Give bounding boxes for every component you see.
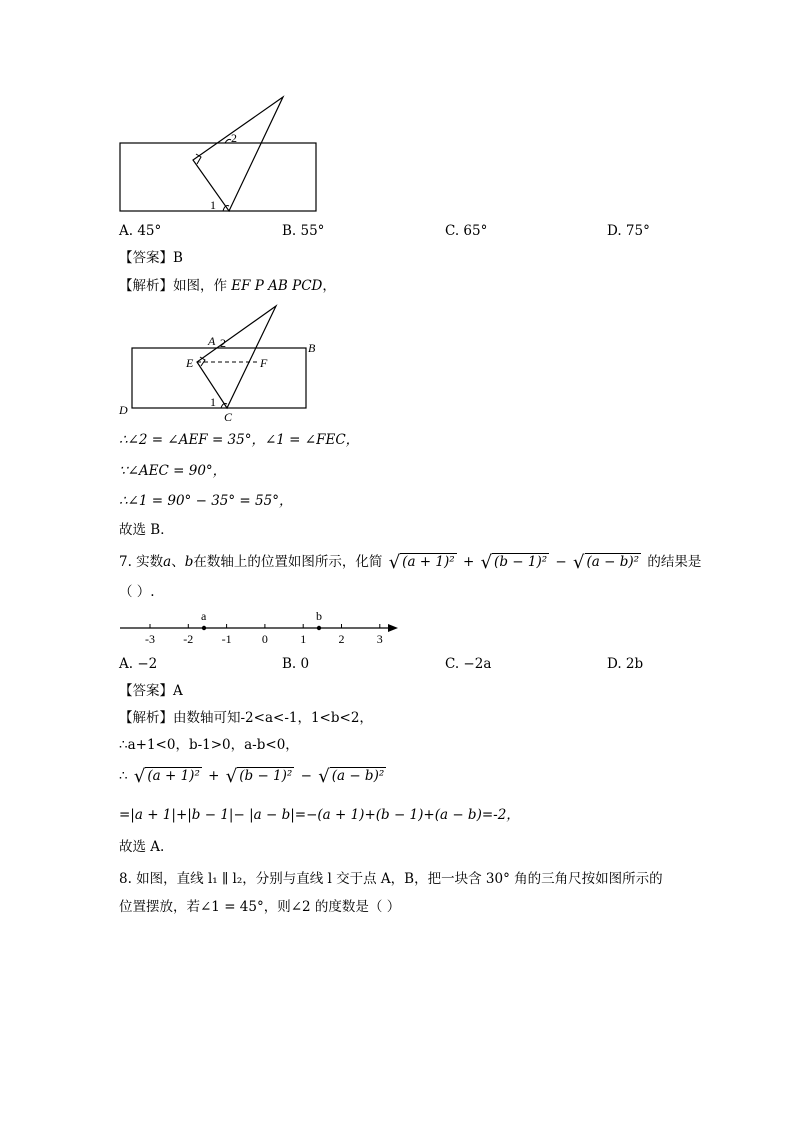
q7-analysis-2: ∴a+1<0，b-1>0，a-b<0，	[119, 737, 299, 753]
q8-stem-line-1: 8. 如图，直线 l₁ ∥ l₂，分别与直线 l 交于点 A，B，把一块含 30° 角的三角尺按如图所示的	[119, 871, 663, 887]
angle-2-label: 2	[220, 336, 226, 350]
q8-stem-line-2: 位置摆放，若∠1 = 45°，则∠2 的度数是（ ）	[119, 899, 401, 915]
tick-label: 3	[376, 632, 383, 646]
q7-option-a: A. −2	[119, 656, 158, 672]
q7-stem-line-2: （ ）.	[119, 584, 155, 600]
point-a-label: A	[208, 334, 216, 348]
tick-label: 1	[300, 632, 307, 646]
tick-label: 2	[338, 632, 345, 646]
option-d: D. 75°	[607, 223, 650, 239]
option-b: B. 55°	[282, 223, 325, 239]
q7-stem: 7. 实数a、b在数轴上的位置如图所示，化简 √ (a + 1)² + √ (b − 1)² − √ (a − b)² 的结果是	[119, 552, 702, 573]
angle-2-label: 2	[231, 131, 237, 145]
q7-option-d: D. 2b	[607, 656, 644, 672]
tick-label: 0	[261, 632, 268, 646]
point-d-label: D	[119, 403, 128, 417]
q7-answer: 【答案】A	[119, 683, 183, 699]
q6-figure-2	[115, 302, 325, 427]
q6-answer: 【答案】B	[119, 250, 183, 266]
analysis-expression: EF P AB PCD	[231, 278, 323, 294]
point-a	[202, 626, 206, 630]
option-c: C. 65°	[445, 223, 488, 239]
q7-analysis-1: 【解析】由数轴可知-2<a<-1，1<b<2，	[119, 710, 373, 726]
triangle	[193, 97, 283, 211]
q7-conclusion: 故选 A.	[119, 839, 165, 855]
tick-label: -3	[145, 632, 155, 646]
q6-conclusion: 故选 B．	[119, 522, 174, 538]
rectangle	[132, 348, 306, 408]
tick-label: -2	[183, 632, 194, 646]
point-b-label: B	[308, 341, 316, 355]
point-a-label: a	[201, 609, 207, 623]
point-c-label: C	[224, 410, 233, 424]
q7-option-c: C. −2a	[445, 656, 492, 672]
sqrt-expression-1: √ (a + 1)²	[388, 552, 455, 573]
q6-step-1: ∴∠2 = ∠AEF = 35°，∠1 = ∠FEC，	[119, 432, 360, 448]
q6-figure-1	[115, 92, 325, 217]
q7-option-b: B. 0	[282, 656, 310, 672]
angle-1-label: 1	[210, 395, 216, 409]
rectangle	[120, 143, 316, 211]
q6-step-3: ∴∠1 = 90° − 35° = 55°，	[119, 493, 293, 509]
sqrt-expression-2: √ (b − 1)²	[480, 552, 548, 573]
arrow-right-icon	[388, 624, 398, 632]
number-line	[115, 606, 405, 648]
point-b-label: b	[316, 609, 322, 623]
point-f-label: F	[260, 356, 268, 370]
q6-step-2: ∵∠AEC = 90°，	[119, 463, 227, 479]
option-a: A. 45°	[119, 223, 162, 239]
q6-analysis-intro: 【解析】如图，作 EF P AB PCD，	[119, 278, 336, 294]
point-e-label: E	[186, 356, 194, 370]
sqrt-expression-3: √ (a − b)²	[573, 552, 640, 573]
point-b	[317, 626, 321, 630]
tick-label: -1	[221, 632, 232, 646]
q7-analysis-3: ∴ √ (a + 1)² + √ (b − 1)² − √ (a − b)²	[119, 766, 385, 787]
q7-analysis-4: =|a + 1|+|b − 1|− |a − b|=−(a + 1)+(b − 1)+(a − b)=-2，	[119, 807, 520, 823]
angle-1-label: 1	[210, 198, 216, 212]
